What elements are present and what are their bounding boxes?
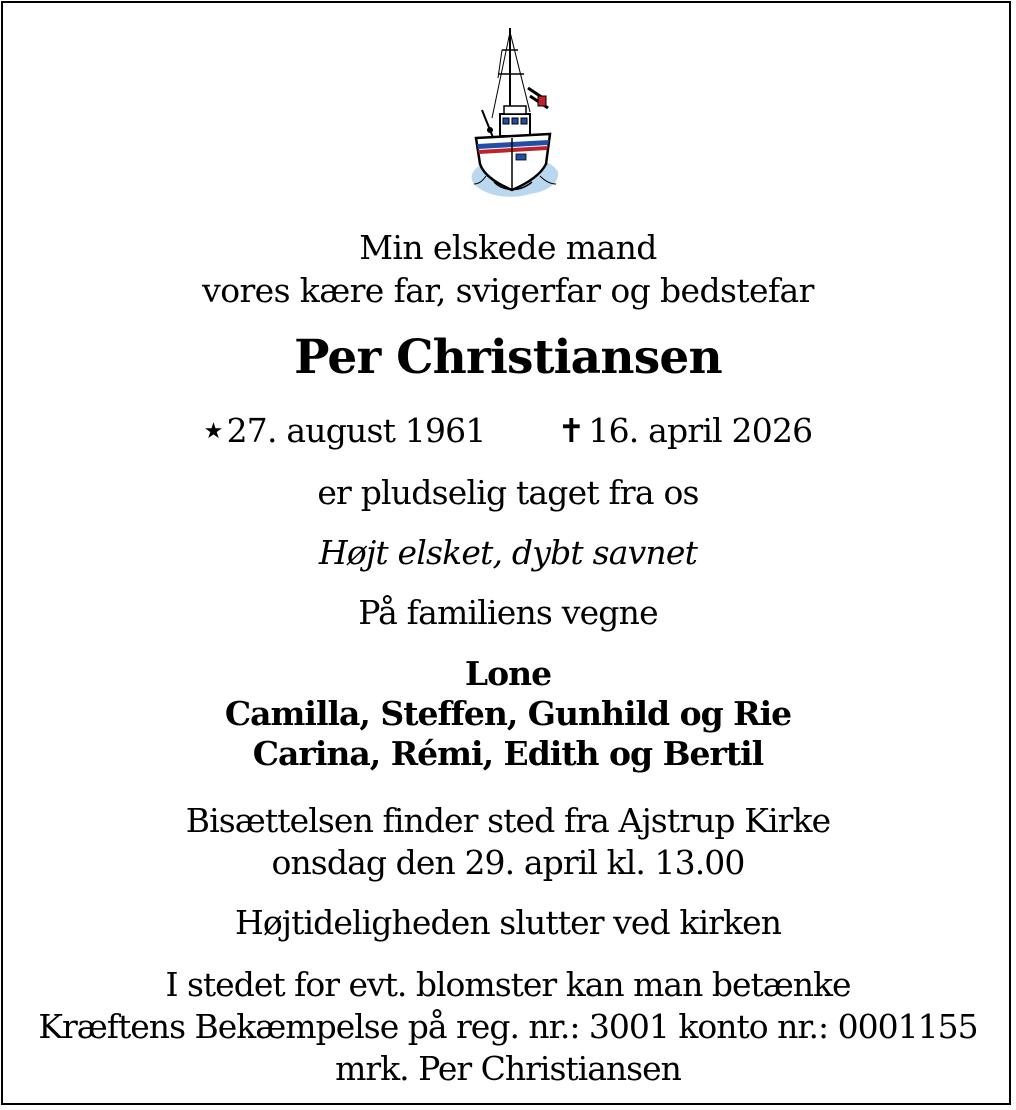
birth-date: 27. august 1961 (226, 411, 486, 450)
family-line-3: Carina, Rémi, Edith og Bertil (252, 734, 764, 773)
ceremony-line-1: Bisættelsen finder sted fra Ajstrup Kirke (185, 801, 831, 840)
donation-line-3: mrk. Per Christiansen (335, 1049, 681, 1088)
death-date: 16. april 2026 (588, 411, 813, 450)
passing-message: er pludselig taget fra os (317, 473, 699, 512)
life-dates (0, 410, 1016, 453)
star-icon: ★ (203, 419, 223, 444)
ceremony-info (0, 800, 1016, 884)
intro-text (0, 226, 1016, 312)
family-names (0, 654, 1016, 774)
deceased-name: Per Christiansen (294, 330, 722, 385)
donation-line-1: I stedet for evt. blomster kan man betænke (165, 965, 851, 1004)
donation-info (0, 964, 1016, 1090)
intro-line-1: Min elskede mand (359, 228, 657, 267)
intro-line-2: vores kære far, svigerfar og bedstefar (202, 271, 814, 310)
family-line-1: Lone (464, 654, 552, 693)
tagline: Højt elsket, dybt savnet (318, 533, 698, 572)
death-date-group (558, 410, 813, 452)
fishing-boat-icon (468, 26, 560, 202)
ceremony-ending: Højtideligheden slutter ved kirken (234, 903, 782, 942)
donation-line-2: Kræftens Bekæmpelse på reg. nr.: 3001 konto nr.: 0001155 (38, 1007, 978, 1046)
birth-date-group (204, 410, 486, 453)
on-behalf-line: På familiens vegne (358, 593, 658, 632)
cross-icon: ✝ (557, 411, 585, 450)
family-line-2: Camilla, Steffen, Gunhild og Rie (224, 694, 792, 733)
ceremony-line-2: onsdag den 29. april kl. 13.00 (271, 843, 745, 882)
